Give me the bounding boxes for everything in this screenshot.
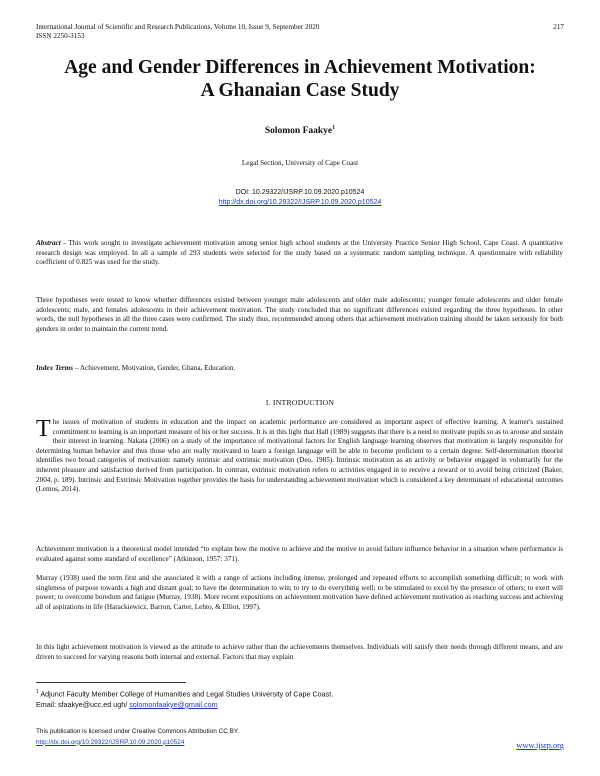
doi-link[interactable]: http://dx.doi.org/10.29322/IJSRP.10.09.2020.p10524	[218, 199, 382, 206]
journal-name: International Journal of Scientific and Research Publications, Volume 10, Issue 9, September 2020	[36, 23, 320, 31]
license-footer	[36, 727, 239, 748]
abstract-p2-text: Three hypotheses were tested to know whether differences existed between younger male adolescents and older male adolescents; younger female adolescents and older female adolescents; male, and females adolescents in their achievement motivation. The study concluded that no significant differences existed regarding the three hypotheses. In other words, the null hypotheses in all the three cases were confirmed. The study thus, recommended among others that achievement motivation training should be taken seriously for both genders in order to maintain the current trend.	[36, 296, 563, 333]
intro-paragraph-1	[36, 418, 563, 495]
author	[0, 125, 600, 136]
paper-title	[30, 56, 570, 102]
abstract-label: Abstract	[36, 239, 61, 247]
title-line-2: A Ghanaian Case Study	[200, 80, 400, 101]
title-line-1: Age and Gender Differences in Achievement Motivation:	[64, 57, 536, 78]
doi-block	[0, 188, 600, 208]
intro-p4-text: In this light achievement motivation is viewed as the attitude to achieve rather than the achievements themselves. Individuals will satisfy their needs through different means, and are driven to succeed for varying reasons both internal and external. Factors that may explain	[36, 643, 563, 661]
footnote-divider	[36, 682, 186, 683]
intro-p1-text: he issues of motivation of students in education and the impact on academic performance are considered as important aspect of effective learning. A learner's sustained commitment to learning is an important measure of his or her success. It is in this light that Hall (1989) suggests that there is a need to motivate pupils so as to arouse and sustain their interest in learning. Nakata (2006) on a study of the importance of motivational factors for English language learning observes that motivation is largely responsible for determining human behavior and thus those who are really motivated to learn a foreign language will be able to become proficient to a certain degree. Self-determination theorist identifies two broad categories of motivation: namely intrinsic and extrinsic motivation (Deo, 1985). Intrinsic motivation as an activity or behavior engaged in voluntarily for the inherent pleasure and satisfaction derived from participation. In contrast, extrinsic motivation refers to activities engaged in to receive a reward or to avoid being criticized (Baker, 2004, p. 189). Intrinsic and Extrinsic Motivation together provides the basis for understanding achievement motivation which is considered a key determinant of educational outcomes (Lemos, 2014).	[36, 418, 563, 494]
author-name: Solomon Faakye	[264, 126, 333, 137]
footnote	[36, 687, 333, 710]
footnote-email-link[interactable]: solomonfaakye@gmail.com	[129, 699, 218, 709]
journal-header	[36, 23, 319, 41]
index-terms	[36, 364, 563, 374]
abstract-text: - This work sought to investigate achievement motivation among senior high school students at the University Practice Senior High School, Cape Coast. A quantitative research design was employed. In all a sample of 293 students were selected for the study based on a systematic random sampling technique. A questionnaire with reliability coefficient of 0.825 was used for the study.	[36, 239, 563, 267]
license-doi-link[interactable]: http://dx.doi.org/10.29322/IJSRP.10.09.2020.p10524	[36, 738, 185, 746]
intro-paragraph-3	[36, 574, 563, 612]
footnote-affiliation: Adjunct Faculty Member College of Humanities and Legal Studies University of Cape Coast.	[38, 689, 334, 699]
footnote-marker: 1	[36, 689, 39, 695]
intro-p3-text: Murray (1938) used the term first and she associated it with a range of actions including intense, prolonged and repeated efforts to accomplish something difficult; to work with singleness of purpose towards a high and distant goal; to have the determination to win; to try to do everything well; to be stimulated to excel by the presence of others; to exert will power; to overcome boredom and fatigue (Murray, 1938). More recent expositions on achievement motivation have defined achievement motivation as reaching success and achieving all of aspirations in life (Harackiewicz, Barron, Carter, Lehto, & Elliot, 1997).	[36, 574, 563, 611]
abstract-paragraph-2	[36, 296, 563, 334]
footnote-email-label: Email: sfaakye@ucc.ed ugh/	[36, 699, 130, 709]
journal-website-link[interactable]: www.ijsrp.org	[516, 741, 564, 750]
intro-paragraph-4	[36, 643, 563, 662]
issn: ISSN 2250-3153	[36, 32, 85, 40]
author-footnote-marker: 1	[332, 125, 336, 131]
intro-p2-text: Achievement motivation is a theoretical model intended “to explain how the motive to achieve and the motive to avoid failure influence behavior in a situation where performance is evaluated against some standard of excellence” (Atkinson, 1957: 371).	[36, 545, 563, 563]
index-terms-text: – Achievement, Motivation, Gender, Ghana, Education.	[73, 364, 236, 372]
drop-cap: T	[36, 416, 51, 442]
doi-text: DOI: 10.29322/IJSRP.10.09.2020.p10524	[235, 189, 365, 196]
license-text: This publication is licensed under Creative Commons Attribution CC BY.	[36, 728, 240, 735]
abstract	[36, 239, 563, 268]
affiliation: Legal Section, University of Cape Coast	[241, 159, 359, 167]
intro-paragraph-2	[36, 545, 563, 564]
index-terms-label: Index Terms	[36, 364, 74, 372]
page-number: 217	[553, 23, 564, 31]
section-heading: I. INTRODUCTION	[265, 398, 335, 407]
